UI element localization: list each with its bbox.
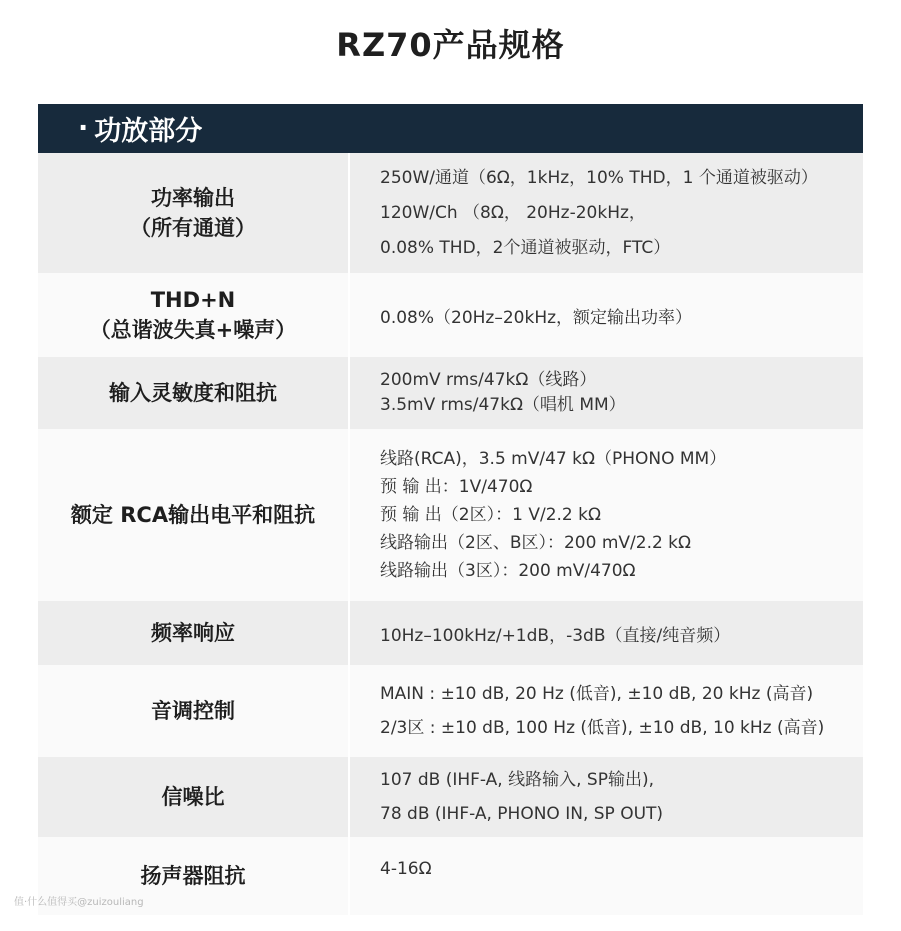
spec-value [350, 153, 863, 273]
spec-value-line: 250W/通道（6Ω，1kHz，10% THD，1 个通道被驱动） [380, 167, 818, 188]
spec-row-input-sensitivity [38, 357, 863, 429]
section-bullet: · [78, 113, 89, 144]
spec-value [350, 273, 863, 357]
section-header-amplifier [38, 104, 863, 153]
spec-value-line: 线路输出（2区、B区）：200 mV/2.2 kΩ [380, 533, 692, 553]
spec-table [38, 153, 863, 915]
spec-label [38, 429, 350, 601]
spec-label-line: （总谐波失真+噪声） [89, 318, 297, 342]
spec-value [350, 601, 863, 665]
spec-row-tone-control [38, 665, 863, 757]
spec-label [38, 357, 350, 429]
spec-value-line: 0.08%（20Hz–20kHz，额定输出功率） [380, 307, 693, 328]
spec-value-line: 线路(RCA)，3.5 mV/47 kΩ（PHONO MM） [380, 449, 727, 469]
watermark: 值·什么值得买@zuizouliang [14, 897, 144, 908]
spec-label-line: 功率输出 [151, 186, 235, 210]
spec-row-thd-n [38, 273, 863, 357]
spec-value [350, 837, 863, 915]
spec-value-line: 预 输 出（2区）：1 V/2.2 kΩ [380, 505, 601, 525]
spec-value-line: 2/3区 : ±10 dB, 100 Hz (低音), ±10 dB, 10 kHz (高音) [380, 718, 825, 738]
section-title: 功放部分 [94, 116, 203, 147]
spec-value [350, 429, 863, 601]
spec-value-line: 3.5mV rms/47kΩ（唱机 MM） [380, 395, 626, 415]
spec-value-line: 预 输 出：1V/470Ω [380, 477, 533, 497]
spec-value-line: 200mV rms/47kΩ（线路） [380, 370, 597, 390]
spec-row-frequency-response [38, 601, 863, 665]
spec-label-line: （所有通道） [130, 216, 256, 240]
spec-row-power-output [38, 153, 863, 273]
spec-row-speaker-impedance [38, 837, 863, 915]
spec-row-rca-output [38, 429, 863, 601]
spec-value-line: 0.08% THD，2个通道被驱动，FTC） [380, 237, 671, 258]
spec-label [38, 273, 350, 357]
spec-value-line: 107 dB (IHF-A, 线路输入, SP输出), [380, 770, 655, 790]
spec-label-line: 输入灵敏度和阻抗 [109, 381, 277, 405]
page-title: RZ70产品规格 [336, 26, 565, 64]
spec-value [350, 665, 863, 757]
spec-label-line: 频率响应 [151, 621, 235, 645]
spec-label-line: 信噪比 [161, 785, 225, 809]
spec-label-line: THD+N [150, 288, 236, 312]
spec-label-line: 音调控制 [151, 699, 235, 723]
spec-value-line: 120W/Ch （8Ω， 20Hz-20kHz， [380, 202, 646, 223]
spec-label-line: 额定 RCA输出电平和阻抗 [70, 503, 316, 527]
spec-value-line: 线路输出（3区）：200 mV/470Ω [380, 561, 636, 581]
spec-value-line: 10Hz–100kHz/+1dB，-3dB（直接/纯音频） [380, 625, 731, 646]
spec-label [38, 757, 350, 837]
spec-value-line: 78 dB (IHF-A, PHONO IN, SP OUT) [380, 804, 664, 824]
spec-row-snr [38, 757, 863, 837]
spec-label [38, 153, 350, 273]
spec-value [350, 357, 863, 429]
spec-label-line: 扬声器阻抗 [140, 864, 246, 888]
spec-value [350, 757, 863, 837]
spec-label [38, 601, 350, 665]
spec-label [38, 665, 350, 757]
spec-value-line: 4-16Ω [380, 859, 432, 879]
spec-value-line: MAIN : ±10 dB, 20 Hz (低音), ±10 dB, 20 kHz (高音) [380, 684, 814, 704]
